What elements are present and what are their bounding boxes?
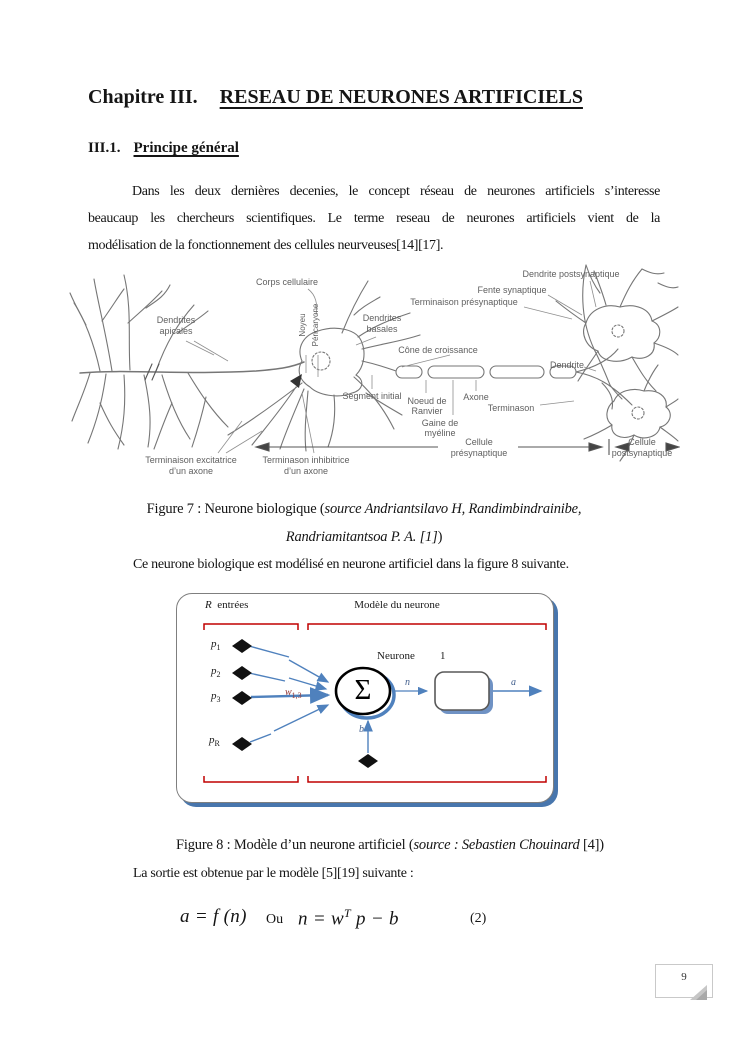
svg-text:Ranvier: Ranvier	[411, 406, 443, 416]
figure8-caption-prefix: Figure 8 : Modèle d’un neurone artificiel (	[176, 837, 414, 853]
neurone-label: Neurone	[377, 650, 415, 662]
paragraph3: La sortie est obtenue par le modèle [5][19] suivante :	[133, 866, 414, 881]
svg-text:d’un axone: d’un axone	[283, 466, 329, 476]
equation-part2: $n = w^T$ p − b	[298, 906, 399, 930]
neurone-number: 1	[440, 650, 446, 662]
svg-text:d’un axone: d’un axone	[168, 466, 214, 476]
label-dendrites-apicales: Dendrites	[156, 315, 196, 325]
weight-label: $w_{1,3}$	[285, 687, 302, 700]
label-gaine-myeline: Gaine de	[421, 418, 459, 428]
label-dendrite: Dendrite	[549, 360, 585, 370]
figure8-caption	[110, 831, 670, 859]
page-number-box	[655, 964, 713, 998]
label-noyeu: Noyeu	[298, 313, 307, 337]
figure7-caption-source2: Randriamitantsoa P. A. [1]	[285, 529, 438, 545]
page-number: 9	[681, 971, 687, 983]
label-terminason-inhibitrice: Terminason inhibitrice	[262, 455, 350, 465]
paragraph1-line3: modélisation de la fonctionnement des cellules neurveuses[14][17].	[88, 238, 444, 253]
equation-part1: a = f (n)	[180, 906, 247, 927]
r-symbol: R	[205, 599, 212, 611]
inhibitory-terminal-marker	[290, 374, 302, 388]
model-label: Modèle du neurone	[354, 599, 440, 611]
figure7-caption-close: )	[437, 529, 443, 545]
sum-symbol: Σ	[354, 674, 372, 706]
label-terminaison-presynaptique: Terminaison présynaptique	[410, 297, 518, 307]
label-terminason: Terminason	[487, 403, 535, 413]
section-label: Principe général	[133, 140, 239, 156]
equation-number: (2)	[470, 911, 487, 926]
input-label-p2: $p_2$	[211, 665, 221, 680]
label-cellule-presynaptique: Cellule	[465, 437, 493, 447]
input-label-p3: $p_3$	[211, 690, 221, 705]
figure8-caption-source: source : Sebastien Chouinard	[413, 837, 580, 853]
chapter-title	[88, 86, 583, 109]
paragraph1-line2: beaucaup les chercheurs scientifiques. Le terme reseau de neurones artificiels vient de la	[88, 211, 660, 226]
paragraph2: Ce neurone biologique est modélisé en neurone artificiel dans la figure 8 suivante.	[133, 557, 569, 572]
figure8-caption-suffix: [4])	[579, 837, 604, 853]
equation-connector: Ou	[266, 912, 284, 927]
input-label-pR: $p_R$	[209, 734, 220, 749]
svg-text:basales: basales	[366, 324, 398, 334]
label-dendrite-postsynaptique: Dendrite postsynaptique	[522, 269, 620, 279]
label-segment-initial: Segment initial	[342, 391, 402, 401]
a-label: a	[511, 677, 516, 688]
input-label-p1: $p_1$	[211, 638, 221, 653]
figure7-biological-neuron	[66, 263, 680, 477]
svg-text:présynaptique: présynaptique	[450, 448, 508, 458]
label-pericaryone: Péricaryone	[311, 303, 320, 347]
transfer-box	[435, 672, 489, 710]
svg-text:postsynaptique: postsynaptique	[611, 448, 673, 458]
label-axone: Axone	[463, 392, 489, 402]
n-label: n	[405, 677, 410, 688]
svg-text:apicales: apicales	[159, 326, 193, 336]
transpose-sup: T	[344, 906, 351, 920]
figure7-caption	[84, 495, 644, 551]
label-fente-synaptique: Fente synaptique	[477, 285, 547, 295]
section-heading	[88, 140, 239, 157]
label-corps-cellulaire: Corps cellulaire	[255, 277, 319, 287]
figure7-caption-prefix: Figure 7 : Neurone biologique (	[146, 501, 325, 517]
chapter-prefix: Chapitre III.	[88, 86, 198, 108]
svg-text:myéline: myéline	[424, 428, 456, 438]
label-cellule-postsynaptique: Cellule	[628, 437, 656, 447]
label-cone-croissance: Cône de croissance	[398, 345, 478, 355]
r-entrees-label: R entrées	[205, 599, 249, 611]
figure7-caption-source1: source Andriantsilavo H, Randimbindrainibe,	[324, 501, 582, 517]
figure8-artificial-neuron	[176, 593, 554, 803]
biological-neuron-drawing	[66, 263, 680, 477]
section-number: III.1.	[88, 140, 121, 156]
b-label: b	[359, 724, 364, 735]
paragraph1-line1: Dans les deux dernières decenies, le concept réseau de neurones artificiels s’interesse	[132, 184, 660, 199]
label-noeud-ranvier: Noeud de	[407, 396, 447, 406]
label-terminaison-excitatrice: Terminaison excitatrice	[145, 455, 237, 465]
page-fold-icon	[688, 982, 710, 1004]
chapter-title-text: RESEAU DE NEURONES ARTIFICIELS	[219, 86, 583, 108]
label-dendrites-basales: Dendrites	[362, 313, 402, 323]
